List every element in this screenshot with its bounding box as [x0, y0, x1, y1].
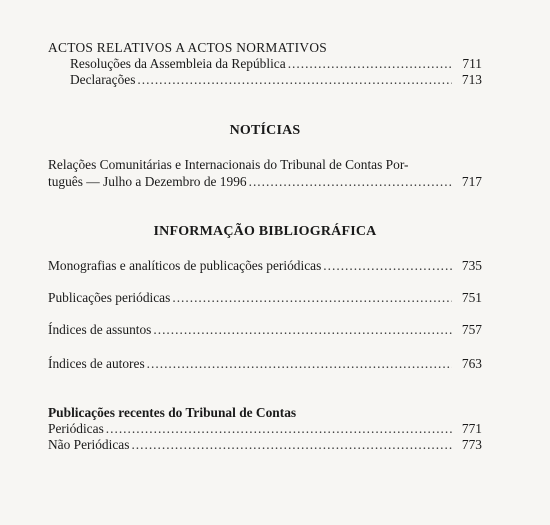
leader-dots: [153, 322, 452, 338]
section-recent-title: Publicações recentes do Tribunal de Contas: [48, 405, 297, 420]
toc-entry-label: Índices de assuntos: [48, 322, 152, 337]
toc-entry-label: Periódicas: [48, 421, 104, 436]
toc-entry-label: Índices de autores: [48, 356, 145, 371]
toc-entry-indices-autores: [48, 356, 482, 372]
toc-entry-page: 717: [461, 174, 482, 189]
toc-entry-periodicas: [48, 421, 482, 437]
toc-entry-page: 773: [461, 437, 482, 452]
toc-entry-label: tuguês — Julho a Dezembro de 1996: [48, 174, 247, 189]
toc-entry-label: Declarações: [70, 72, 136, 87]
toc-entry-declaracoes: [70, 72, 482, 88]
leader-dots: [106, 421, 452, 437]
toc-entry-nao-periodicas: [48, 437, 482, 453]
leader-dots: [147, 356, 452, 372]
section-biblio-title: INFORMAÇÃO BIBLIOGRÁFICA: [153, 224, 377, 239]
toc-entry-resolucoes: [70, 56, 482, 72]
toc-entry-indices-assuntos: [48, 322, 482, 338]
toc-entry-page: 713: [461, 72, 482, 87]
toc-entry-page: 751: [461, 290, 482, 305]
toc-entry-publicacoes-periodicas: [48, 290, 482, 306]
toc-entry-page: 735: [461, 258, 482, 273]
toc-entry-page: 757: [461, 322, 482, 337]
toc-entry-page: 711: [462, 56, 482, 71]
leader-dots: [249, 174, 452, 190]
toc-entry-news-line1: Relações Comunitárias e Internacionais do Tribunal de Contas Por-: [48, 157, 409, 172]
section-acts-title: ACTOS RELATIVOS A ACTOS NORMATIVOS: [48, 40, 328, 55]
toc-entry-monografias: [48, 258, 482, 274]
toc-entry-label: Monografias e analíticos de publicações periódicas: [48, 258, 322, 273]
toc-entry-page: 771: [461, 421, 482, 436]
toc-entry-label: Não Periódicas: [48, 437, 130, 452]
leader-dots: [137, 72, 452, 88]
toc-entry-page: 763: [461, 356, 482, 371]
section-news-title: NOTÍCIAS: [229, 123, 301, 138]
leader-dots: [172, 290, 452, 306]
toc-entry-label: Publicações periódicas: [48, 290, 171, 305]
toc-entry-news: [48, 174, 482, 190]
leader-dots: [288, 56, 452, 72]
toc-entry-label: Resoluções da Assembleia da República: [70, 56, 286, 71]
leader-dots: [131, 437, 452, 453]
leader-dots: [323, 258, 452, 274]
